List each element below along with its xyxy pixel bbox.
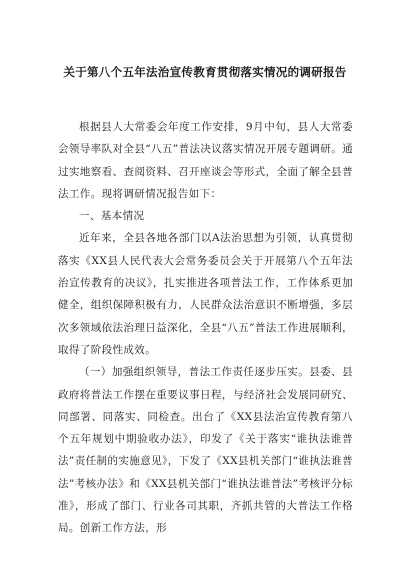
intro-paragraph: 根据县人大常委会年度工作安排，9月中旬，县人大常委会领导率队对全县“八五”普法决议落实情况开展专题调研。通过实地察看、查阅资料、召开座谈会等形式，全面了解全县普法工作。现将调研情况报告如下： — [58, 121, 353, 200]
document-title: 关于第八个五年法治宣传教育贯彻落实情况的调研报告 — [63, 65, 347, 79]
document-body — [58, 116, 353, 540]
overview-paragraph: 近年来，全县各地各部门以A法治思想为引领，认真贯彻落实《XX县人民代表大会常务委员会关于开展第八个五年法治宣传教育的决议》，扎实推进各项普法工作，工作体系更加健全，组织保障积极有力，人民群众法治意识不断增强，多层次多领域依法治理日益深化，全县“八五”普法工作进展顺利，取得了阶段性成效。 — [58, 232, 353, 356]
organization-leadership-paragraph: （一）加强组织领导，普法工作责任逐步压实。县委、县政府将普法工作摆在重要议事日程，与经济社会发展同研究、同部署、同落实、同检查。出台了《XX县法治宣传教育第八个五年规划中期验收办法》，印发了《关于落实“谁执法谁普法”责任制的实施意见》，下发了《XX县机关部门“谁执法谁普法”考核办法》和《XX县机关部门“谁执法谁普法”考核评分标准》，形成了部门、行业各司其职，齐抓共管的大普法工作格局。创新工作方法，形 — [58, 366, 353, 535]
section-heading-basic-situation: 一、基本情况 — [79, 210, 145, 223]
